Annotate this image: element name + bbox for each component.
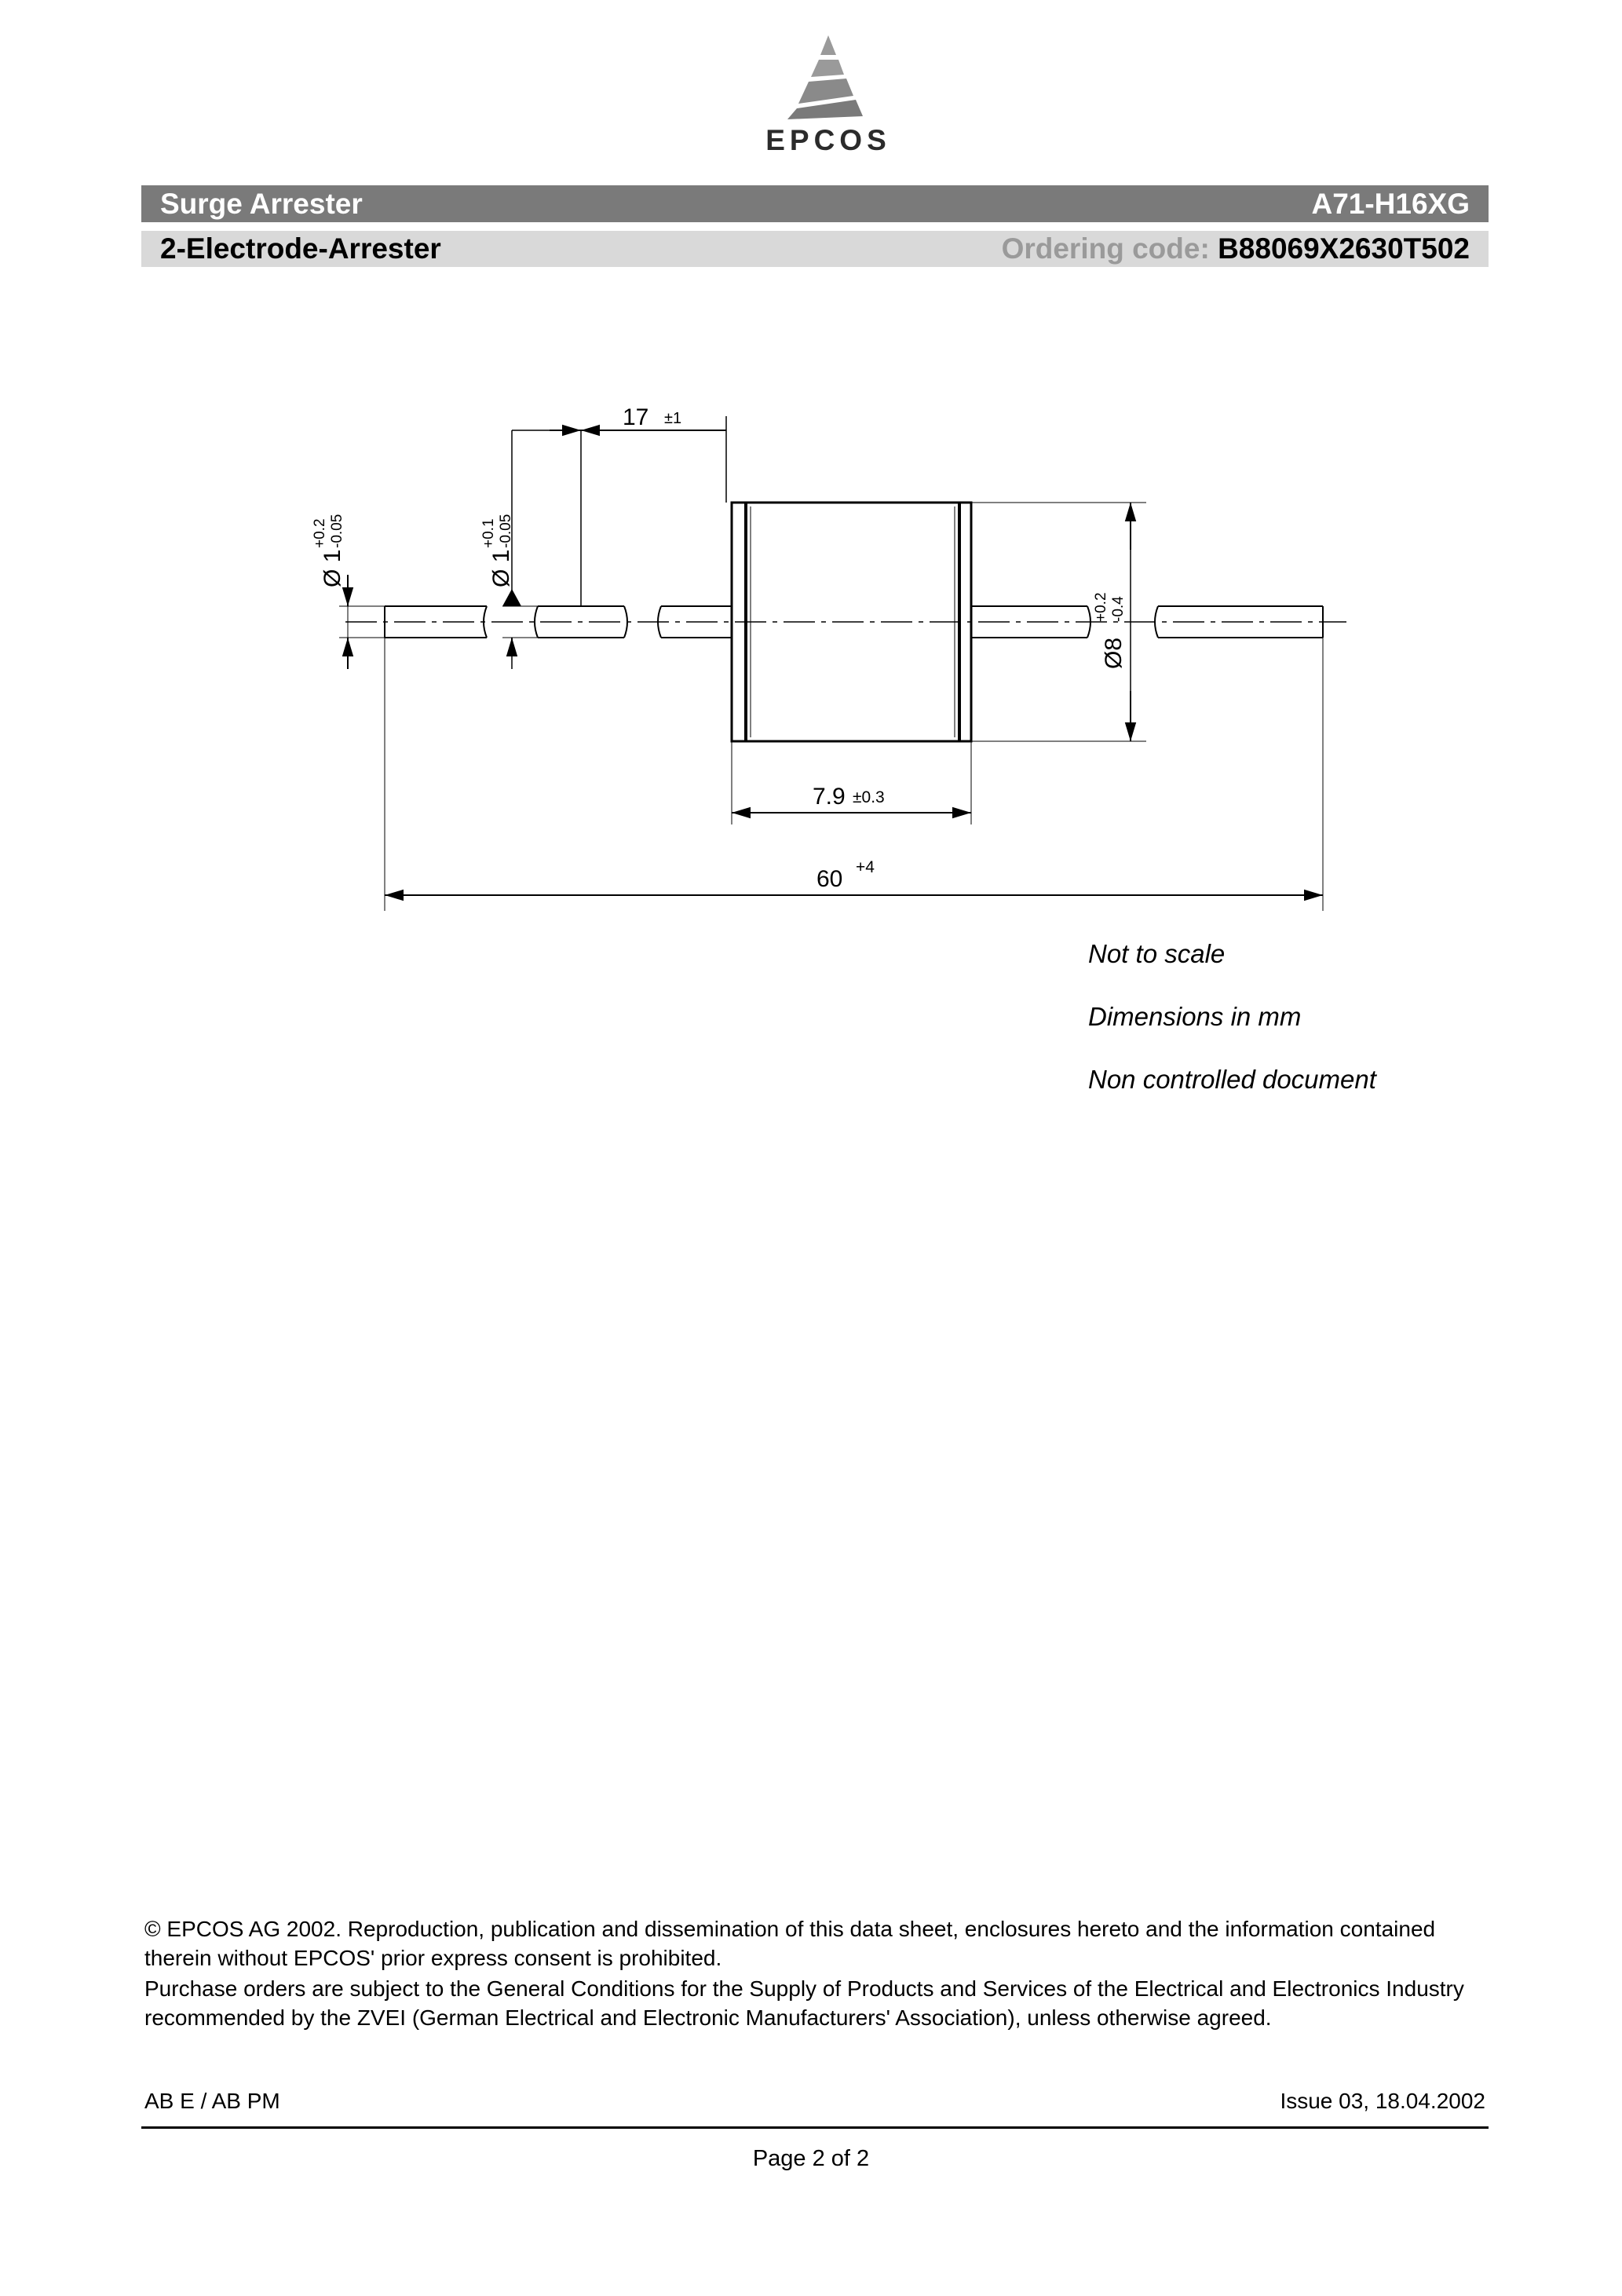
- department-code: AB E / AB PM: [144, 2089, 280, 2113]
- ordering-code-label: Ordering code:: [1001, 232, 1210, 265]
- body-dia-label: [1093, 592, 1127, 669]
- footer-divider: [141, 2126, 1489, 2129]
- note-scale: Not to scale: [1088, 939, 1226, 968]
- svg-text:Ø 1: Ø 1: [488, 549, 514, 587]
- note-units: Dimensions in mm: [1088, 1002, 1302, 1031]
- total-length-value: 60: [816, 866, 843, 892]
- product-category: Surge Arrester: [160, 187, 363, 220]
- copyright-text: © EPCOS AG 2002. Reproduction, publication and dissemination of this data sheet, enclosures hereto and the information contained therein without EPCOS' prior express consent is prohibited.: [144, 1917, 1436, 1970]
- svg-text:-0.4: -0.4: [1110, 596, 1127, 622]
- logo-text: EPCOS: [765, 124, 891, 156]
- note-control: Non controlled document: [1088, 1065, 1376, 1094]
- svg-text:-0.05: -0.05: [498, 514, 514, 548]
- datum-triangle-icon: [502, 589, 521, 606]
- lead-dia-1-label: [312, 514, 345, 587]
- part-number: A71-H16XG: [1311, 187, 1470, 220]
- body-length-tol: ±0.3: [853, 788, 885, 806]
- issue-info: Issue 03, 18.04.2002: [1280, 2089, 1485, 2113]
- dim-17-tol: ±1: [664, 410, 682, 427]
- svg-text:+0.1: +0.1: [480, 518, 497, 548]
- svg-text:+0.2: +0.2: [1093, 592, 1109, 622]
- body-length-value: 7.9: [813, 784, 846, 810]
- total-length-tol: +4: [856, 858, 875, 876]
- svg-text:Ø 1: Ø 1: [320, 549, 345, 587]
- svg-text:Ø8: Ø8: [1101, 637, 1127, 669]
- svg-text:+0.2: +0.2: [312, 518, 328, 548]
- page-number: Page 2 of 2: [752, 2146, 870, 2171]
- conditions-text: Purchase orders are subject to the General Conditions for the Supply of Products and Services of the Electrical and Electronics Industry recommended by the ZVEI (German Electrical and Electronic Manufacturers' Association), unless otherwise agreed.: [144, 1976, 1464, 2030]
- dimension-drawing: [0, 0, 1622, 942]
- ordering-code: B88069X2630T502: [1218, 232, 1470, 265]
- lead-dia-2-label: [480, 514, 514, 587]
- product-subtitle: 2-Electrode-Arrester: [160, 232, 441, 265]
- dim-17-value: 17: [623, 404, 649, 430]
- svg-text:-0.05: -0.05: [329, 514, 345, 548]
- drawing-notes: [1088, 939, 1376, 1128]
